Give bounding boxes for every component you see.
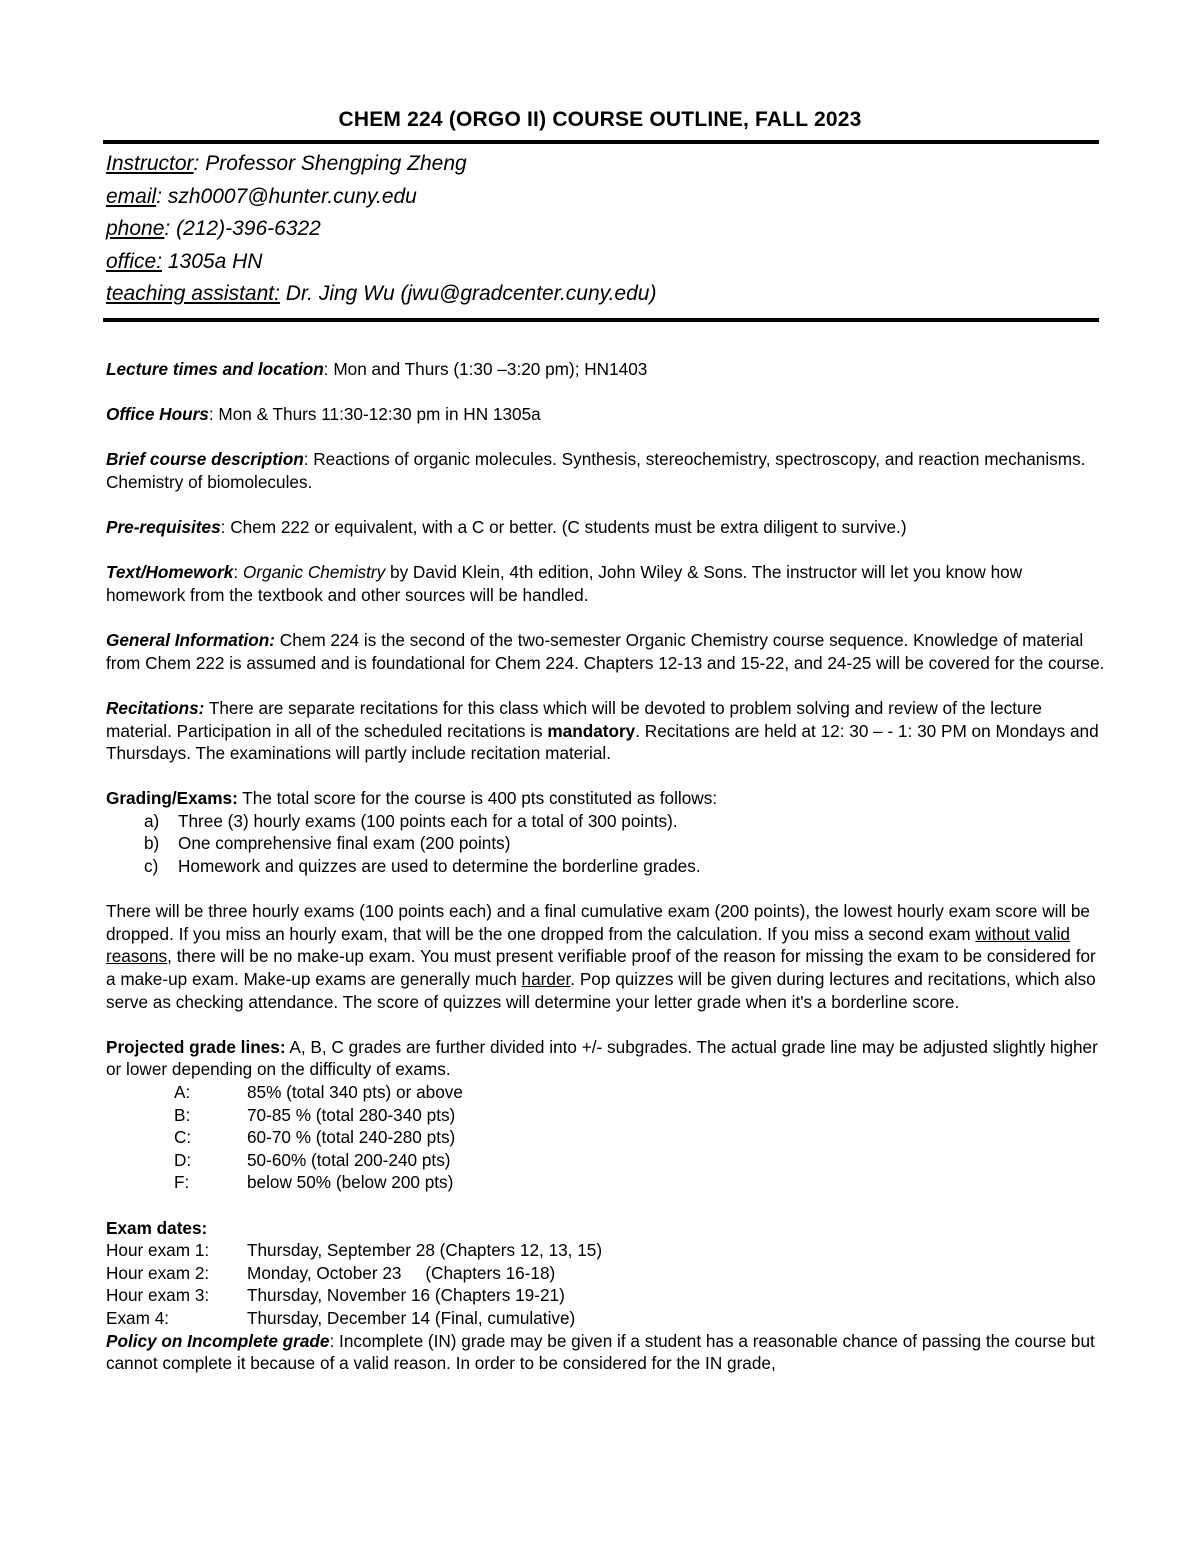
phone-label: phone [106, 217, 165, 240]
page-title: CHEM 224 (ORGO II) COURSE OUTLINE, FALL 2023 [338, 108, 862, 131]
grade-lines-section: Projected grade lines: A, B, C grades are further divided into +/- subgrades. The actual grade line may be adjusted slightly higher or lower depending on the difficulty of exams. A: 85% (total 340 pts) or above B: 70-85 % (total 280-340 pts) C: 60-70 % (total 240-280 pts) D: 50-60% (total 200-240 pts) F: below 50% (below 200 pts) [106, 1036, 1106, 1194]
ta-value: Dr. Jing Wu (jwu@gradcenter.cuny.edu) [279, 282, 657, 305]
office-value: 1305a HN [162, 249, 263, 273]
exam-row: Hour exam 2: Monday, October 23 (Chapters 16-18) [106, 1262, 556, 1283]
email-value: szh0007@hunter.cuny.edu [162, 184, 417, 208]
text-homework-label: Text/Homework [106, 562, 234, 583]
grade-row: C: 60-70 % (total 240-280 pts) [174, 1127, 456, 1148]
instructor-block [106, 148, 656, 311]
phone-value: (212)-396-6322 [170, 217, 321, 240]
prereq-paragraph: Pre-requisites: Chem 222 or equivalent, with a C or better. (C students must be extra diligent to survive.) [106, 517, 907, 538]
lecture-label: Lecture times and location [106, 359, 324, 379]
incomplete-policy-paragraph: Policy on Incomplete grade: Incomplete (IN) grade may be given if a student has a reasonable chance of passing the course but cannot complete it because of a valid reason. In order to be considered for the IN grade, [106, 1330, 1095, 1374]
bottom-divider [103, 318, 1099, 322]
grade-row: A: 85% (total 340 pts) or above [174, 1082, 463, 1102]
email-line: email: szh0007@hunter.cuny.edu [106, 184, 417, 208]
harder-emphasis: harder [521, 969, 571, 990]
office-hours-paragraph: Office Hours: Mon & Thurs 11:30-12:30 pm in HN 1305a [106, 404, 541, 425]
office-hours-label: Office Hours [106, 404, 209, 425]
top-divider [103, 140, 1099, 144]
mandatory-emphasis: mandatory [547, 720, 636, 741]
grade-row: F: below 50% (below 200 pts) [174, 1172, 454, 1193]
recitations-paragraph: Recitations: There are separate recitations for this class which will be devoted to problem solving and review of the lecture material. Participation in all of the scheduled recitations is mandatory. Recitations are held at 12: 30 – - 1: 30 PM on Mondays and Thursdays. The examinations will partly include recitation material. [106, 697, 1099, 764]
office-label: office: [106, 249, 163, 273]
grade-lines-label: Projected grade lines: [106, 1036, 286, 1057]
email-label: email [106, 184, 157, 208]
exam-row: Exam 4: Thursday, December 14 (Final, cumulative) [106, 1307, 576, 1328]
general-info-paragraph: General Information: Chem 224 is the second of the two-semester Organic Chemistry course sequence. Knowledge of material from Chem 222 is assumed and is foundational for Chem 224. Chapters 12-13 and 15-22, and 24-25 will be covered for the course. [106, 630, 1105, 673]
exam-row: Hour exam 3: Thursday, November 16 (Chapters 19-21) [106, 1285, 565, 1306]
list-item: a) Three (3) hourly exams (100 points each for a total of 300 points). [144, 810, 678, 831]
incomplete-label: Policy on Incomplete grade [106, 1330, 330, 1351]
course-outline-body [106, 358, 1106, 1375]
ta-label: teaching assistant: [106, 282, 280, 305]
prereq-label: Pre-requisites [106, 517, 221, 538]
list-item: b) One comprehensive final exam (200 points) [144, 833, 511, 854]
grading-section: Grading/Exams: The total score for the course is 400 pts constituted as follows: a) Three (3) hourly exams (100 points each for a total of 300 points). b) One comprehensive final exam (200 points) c) Homework and quizzes are used to determine the borderline grades. [106, 787, 1106, 877]
instructor-line: Instructor: Professor Shengping Zheng [106, 152, 467, 175]
description-label: Brief course description [106, 449, 304, 470]
exam-row: Hour exam 1: Thursday, September 28 (Chapters 12, 13, 15) [106, 1240, 603, 1261]
instructor-value: Professor Shengping Zheng [199, 152, 467, 175]
exam-dates-section [106, 1217, 1106, 1330]
grade-row: D: 50-60% (total 200-240 pts) [174, 1149, 451, 1170]
instructor-label: Instructor [106, 152, 194, 175]
recitations-label: Recitations: [106, 697, 205, 718]
general-info-label: General Information: [106, 630, 276, 651]
without-valid-reasons-emphasis: without valid reasons [106, 923, 1070, 967]
exam-dates-label: Exam dates: [106, 1217, 208, 1238]
list-item: c) Homework and quizzes are used to determine the borderline grades. [144, 856, 701, 877]
text-homework-paragraph: Text/Homework: Organic Chemistry by David Klein, 4th edition, John Wiley & Sons. The instructor will let you know how homework from the textbook and other sources will be handled. [106, 562, 1023, 605]
description-paragraph: Brief course description: Reactions of organic molecules. Synthesis, stereochemistry, spectroscopy, and reaction mechanisms. Chemistry of biomolecules. [106, 449, 1086, 492]
grading-label: Grading/Exams: [106, 788, 238, 809]
exam-policy-paragraph: There will be three hourly exams (100 points each) and a final cumulative exam (200 points), the lowest hourly exam score will be dropped. If you miss an hourly exam, that will be the one dropped from the calculation. If you miss a second exam without valid reasons, there will be no make-up exam. You must present verifiable proof of the reason for missing the exam to be considered for a make-up exam. Make-up exams are generally much harder. Pop quizzes will be given during lectures and recitations, which also serve as checking attendance. The score of quizzes will determine your letter grade when it's a borderline score. [106, 901, 1096, 1012]
textbook-title: Organic Chemistry [242, 562, 386, 583]
grade-row: B: 70-85 % (total 280-340 pts) [174, 1104, 456, 1125]
phone-line: phone: (212)-396-6322 [106, 217, 321, 240]
ta-line [106, 278, 656, 311]
office-line [106, 246, 656, 279]
lecture-paragraph: Lecture times and location: Mon and Thurs (1:30 –3:20 pm); HN1403 [106, 359, 648, 379]
